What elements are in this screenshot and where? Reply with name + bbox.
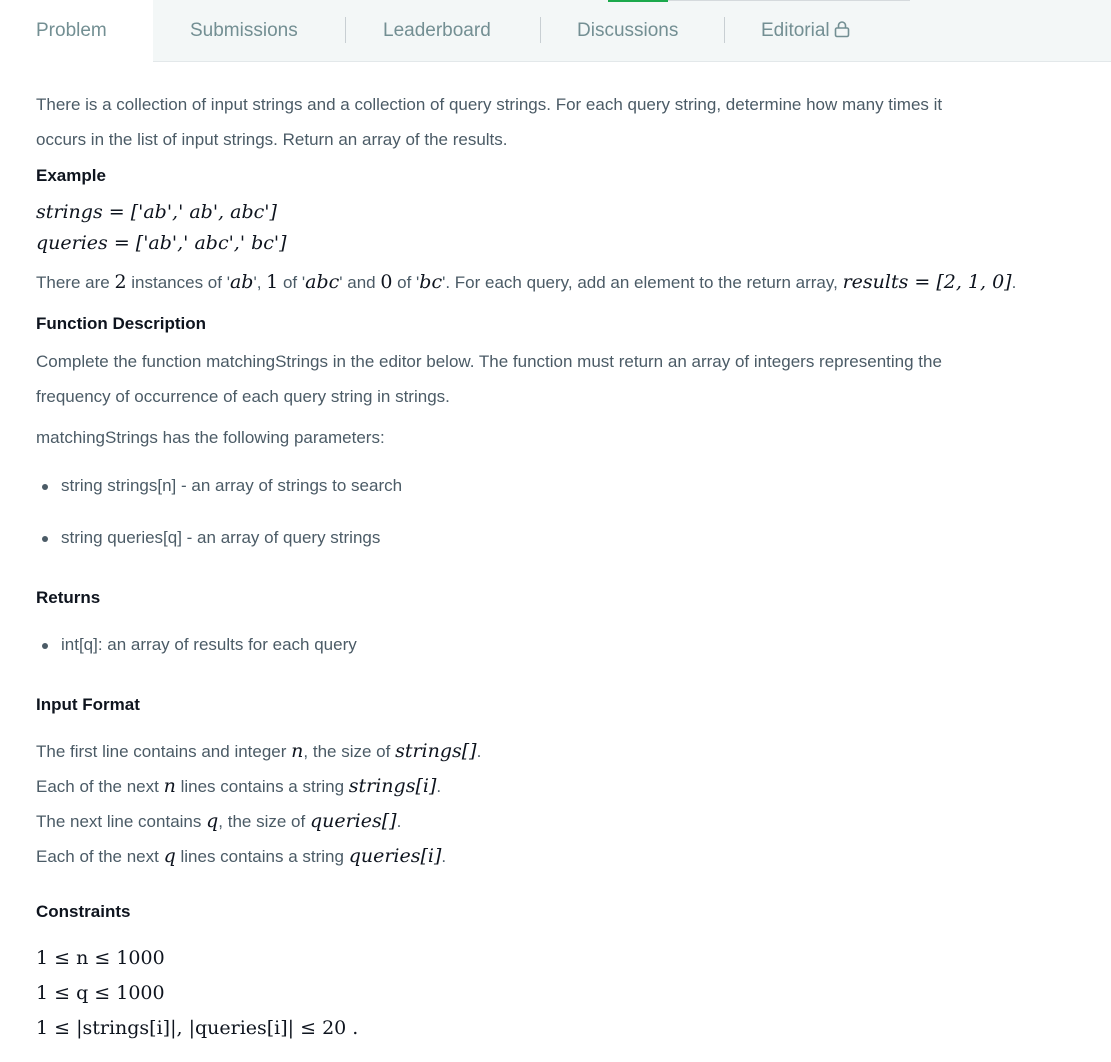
function-description-text: Complete the function matchingStrings in the editor below. The function must return an array of integers representing the: [36, 352, 942, 371]
problem-statement: [36, 61, 1096, 1046]
function-description-heading: Function Description: [36, 314, 206, 333]
example-heading: Example: [36, 166, 106, 185]
example-queries: queries = ['ab',' abc',' bc']: [36, 232, 287, 254]
constraint-line: 1 ≤ q ≤ 1000: [36, 982, 165, 1004]
constraints-heading: Constraints: [36, 902, 131, 921]
intro-text: There is a collection of input strings and a collection of query strings. For each query string, determine how many times it: [36, 95, 943, 114]
returns-heading: Returns: [36, 588, 101, 607]
intro-text: occurs in the list of input strings. Return an array of the results.: [36, 130, 508, 149]
tab-editorial[interactable]: [761, 0, 850, 61]
tab-separator: [540, 17, 541, 43]
input-line: Each of the next n lines contains a string strings[i].: [36, 775, 442, 797]
list-item: string queries[q] - an array of query strings: [36, 526, 1096, 550]
constraint-line: 1 ≤ n ≤ 1000: [36, 947, 165, 969]
list-item: int[q]: an array of results for each query: [36, 633, 1096, 657]
tab-submissions[interactable]: Submissions: [190, 20, 298, 41]
input-format-heading: Input Format: [36, 695, 140, 714]
constraint-line: 1 ≤ |strings[i]|, |queries[i]| ≤ 20 .: [36, 1017, 359, 1039]
example-strings: strings = ['ab',' ab', abc']: [36, 201, 277, 223]
returns-list: [36, 633, 1096, 657]
input-line: The first line contains and integer n, the size of strings[].: [36, 740, 482, 762]
input-line: Each of the next q lines contains a string queries[i].: [36, 845, 447, 867]
parameters-intro: matchingStrings has the following parameters:: [36, 428, 385, 447]
tab-leaderboard[interactable]: Leaderboard: [383, 20, 491, 41]
tab-separator: [345, 17, 346, 43]
tab-bar: [0, 0, 1111, 62]
input-line: The next line contains q, the size of queries[].: [36, 810, 402, 832]
tab-separator: [724, 17, 725, 43]
list-item: string strings[n] - an array of strings to search: [36, 474, 1096, 498]
parameters-list: [36, 474, 1096, 550]
tab-problem[interactable]: Problem: [0, 0, 153, 62]
tab-discussions[interactable]: Discussions: [577, 20, 679, 41]
lock-icon: [834, 2, 850, 63]
example-explanation: There are 2 instances of 'ab', 1 of 'abc' and 0 of 'bc'. For each query, add an element to the return array, results = [2, 1, 0].: [36, 271, 1017, 293]
tab-editorial-label: Editorial: [761, 20, 830, 41]
function-description-text: frequency of occurrence of each query string in strings.: [36, 387, 450, 406]
